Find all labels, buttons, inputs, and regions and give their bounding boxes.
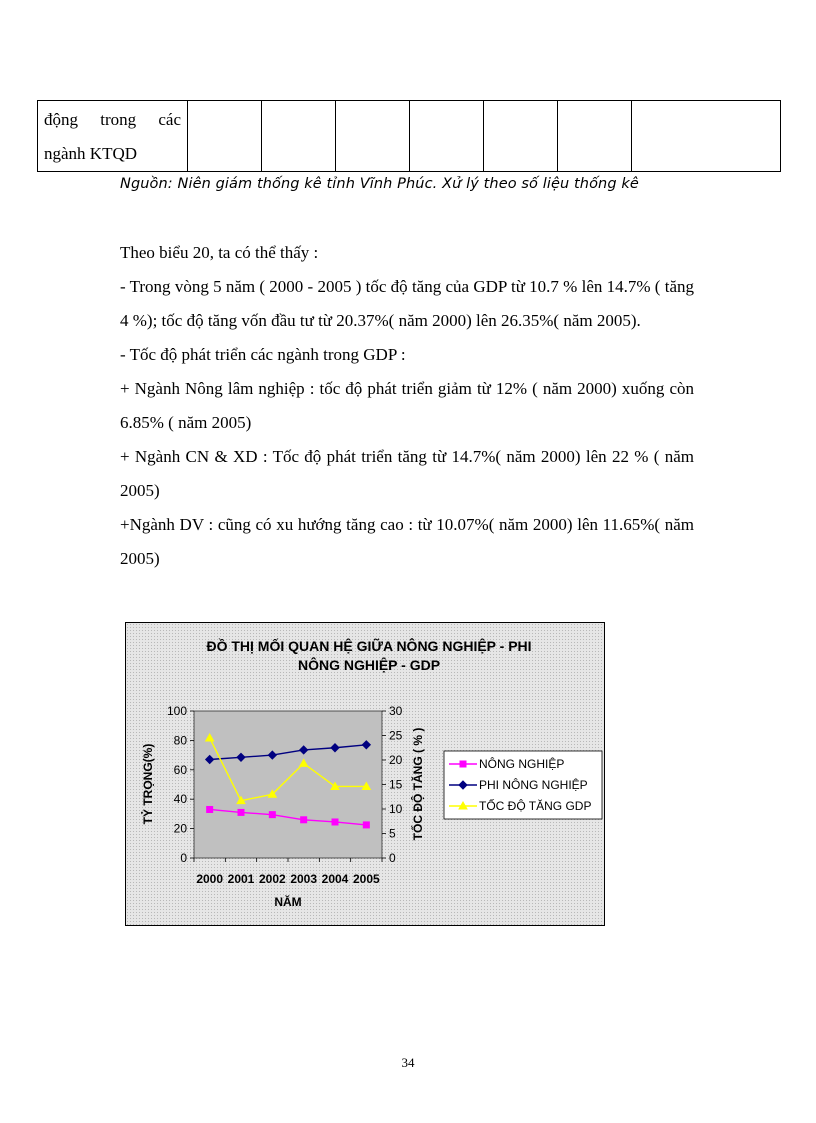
chart-title-line2: NÔNG NGHIỆP - GDP xyxy=(297,657,441,673)
y-tick-label: 80 xyxy=(173,733,187,748)
y2-tick-label: 30 xyxy=(389,704,403,718)
paragraph: + Ngành Nông lâm nghiệp : tốc độ phát triển giảm từ 12% ( năm 2000) xuống còn 6.85% ( năm 2005) xyxy=(120,379,694,432)
legend-label: PHI NÔNG NGHIỆP xyxy=(479,778,588,792)
chart-svg xyxy=(126,623,604,925)
table-cell xyxy=(558,101,632,171)
table-cell xyxy=(336,101,410,171)
chart xyxy=(125,622,605,926)
chart-title-line1: ĐỒ THỊ MỐI QUAN HỆ GIỮA NÔNG NGHIỆP - PHI xyxy=(206,638,532,654)
x-tick-label: 2003 xyxy=(290,872,318,886)
table-cell-word: các xyxy=(158,110,181,129)
data-point xyxy=(238,809,244,815)
table-row-header-cell xyxy=(38,101,188,171)
y-tick-label: 20 xyxy=(173,821,187,836)
legend xyxy=(444,751,602,819)
y-tick-label: 40 xyxy=(173,792,187,807)
table-cell xyxy=(262,101,336,171)
x-tick-label: 2000 xyxy=(196,872,224,886)
data-table-fragment xyxy=(37,100,781,172)
x-tick-label: 2001 xyxy=(227,872,255,886)
table-cell-word: trong xyxy=(100,110,137,129)
x-tick-label: 2005 xyxy=(352,872,380,886)
paragraph: - Trong vòng 5 năm ( 2000 - 2005 ) tốc độ tăng của GDP từ 10.7 % lên 14.7% ( tăng 4 %); tốc độ tăng vốn đầu tư từ 20.37%( năm 2000) lên 26.35%( năm 2005). xyxy=(120,277,694,330)
y2-tick-label: 20 xyxy=(389,753,403,767)
table-cell-line-1 xyxy=(44,103,181,137)
y-axis-label: TỶ TRỌNG(%) xyxy=(141,743,155,825)
y2-tick-label: 10 xyxy=(389,802,403,816)
x-tick-label: 2002 xyxy=(258,872,286,886)
y2-tick-label: 25 xyxy=(389,728,403,743)
legend-label: TỐC ĐỘ TĂNG GDP xyxy=(479,799,592,813)
data-point xyxy=(301,817,307,823)
table-cell-line-2: ngành KTQD xyxy=(44,144,138,163)
y2-axis-label: TỐC ĐỘ TĂNG ( % ) xyxy=(411,727,425,841)
table-cell-word: động xyxy=(44,110,78,129)
data-point xyxy=(460,761,466,767)
data-point xyxy=(332,819,338,825)
legend-label: NÔNG NGHIỆP xyxy=(479,757,565,771)
body-text xyxy=(120,236,694,576)
y-tick-label: 60 xyxy=(173,762,187,777)
x-tick-label: 2004 xyxy=(321,872,349,886)
y-tick-label: 100 xyxy=(166,704,187,718)
paragraph: - Tốc độ phát triển các ngành trong GDP : xyxy=(120,345,406,364)
y-tick-label: 0 xyxy=(180,851,187,865)
plot-area xyxy=(194,711,382,858)
paragraph: + Ngành CN & XD : Tốc độ phát triển tăng từ 14.7%( năm 2000) lên 22 % ( năm 2005) xyxy=(120,447,694,500)
data-point xyxy=(207,806,213,812)
data-point xyxy=(269,812,275,818)
paragraph: +Ngành DV : cũng có xu hướng tăng cao : từ 10.07%( năm 2000) lên 11.65%( năm 2005) xyxy=(120,515,694,568)
table-cell xyxy=(410,101,484,171)
page-number: 34 xyxy=(401,1055,415,1070)
y2-tick-label: 5 xyxy=(389,826,396,841)
table-cell xyxy=(632,101,780,171)
source-note: Nguồn: Niên giám thống kê tỉnh Vĩnh Phúc. Xử lý theo số liệu thống kê xyxy=(120,176,639,192)
y2-tick-label: 0 xyxy=(389,851,396,865)
table-cell xyxy=(188,101,262,171)
x-axis-label: NĂM xyxy=(274,895,302,909)
y2-tick-label: 15 xyxy=(389,777,403,792)
table-cell xyxy=(484,101,558,171)
paragraph: Theo biểu 20, ta có thể thấy : xyxy=(120,243,319,262)
data-point xyxy=(363,822,369,828)
